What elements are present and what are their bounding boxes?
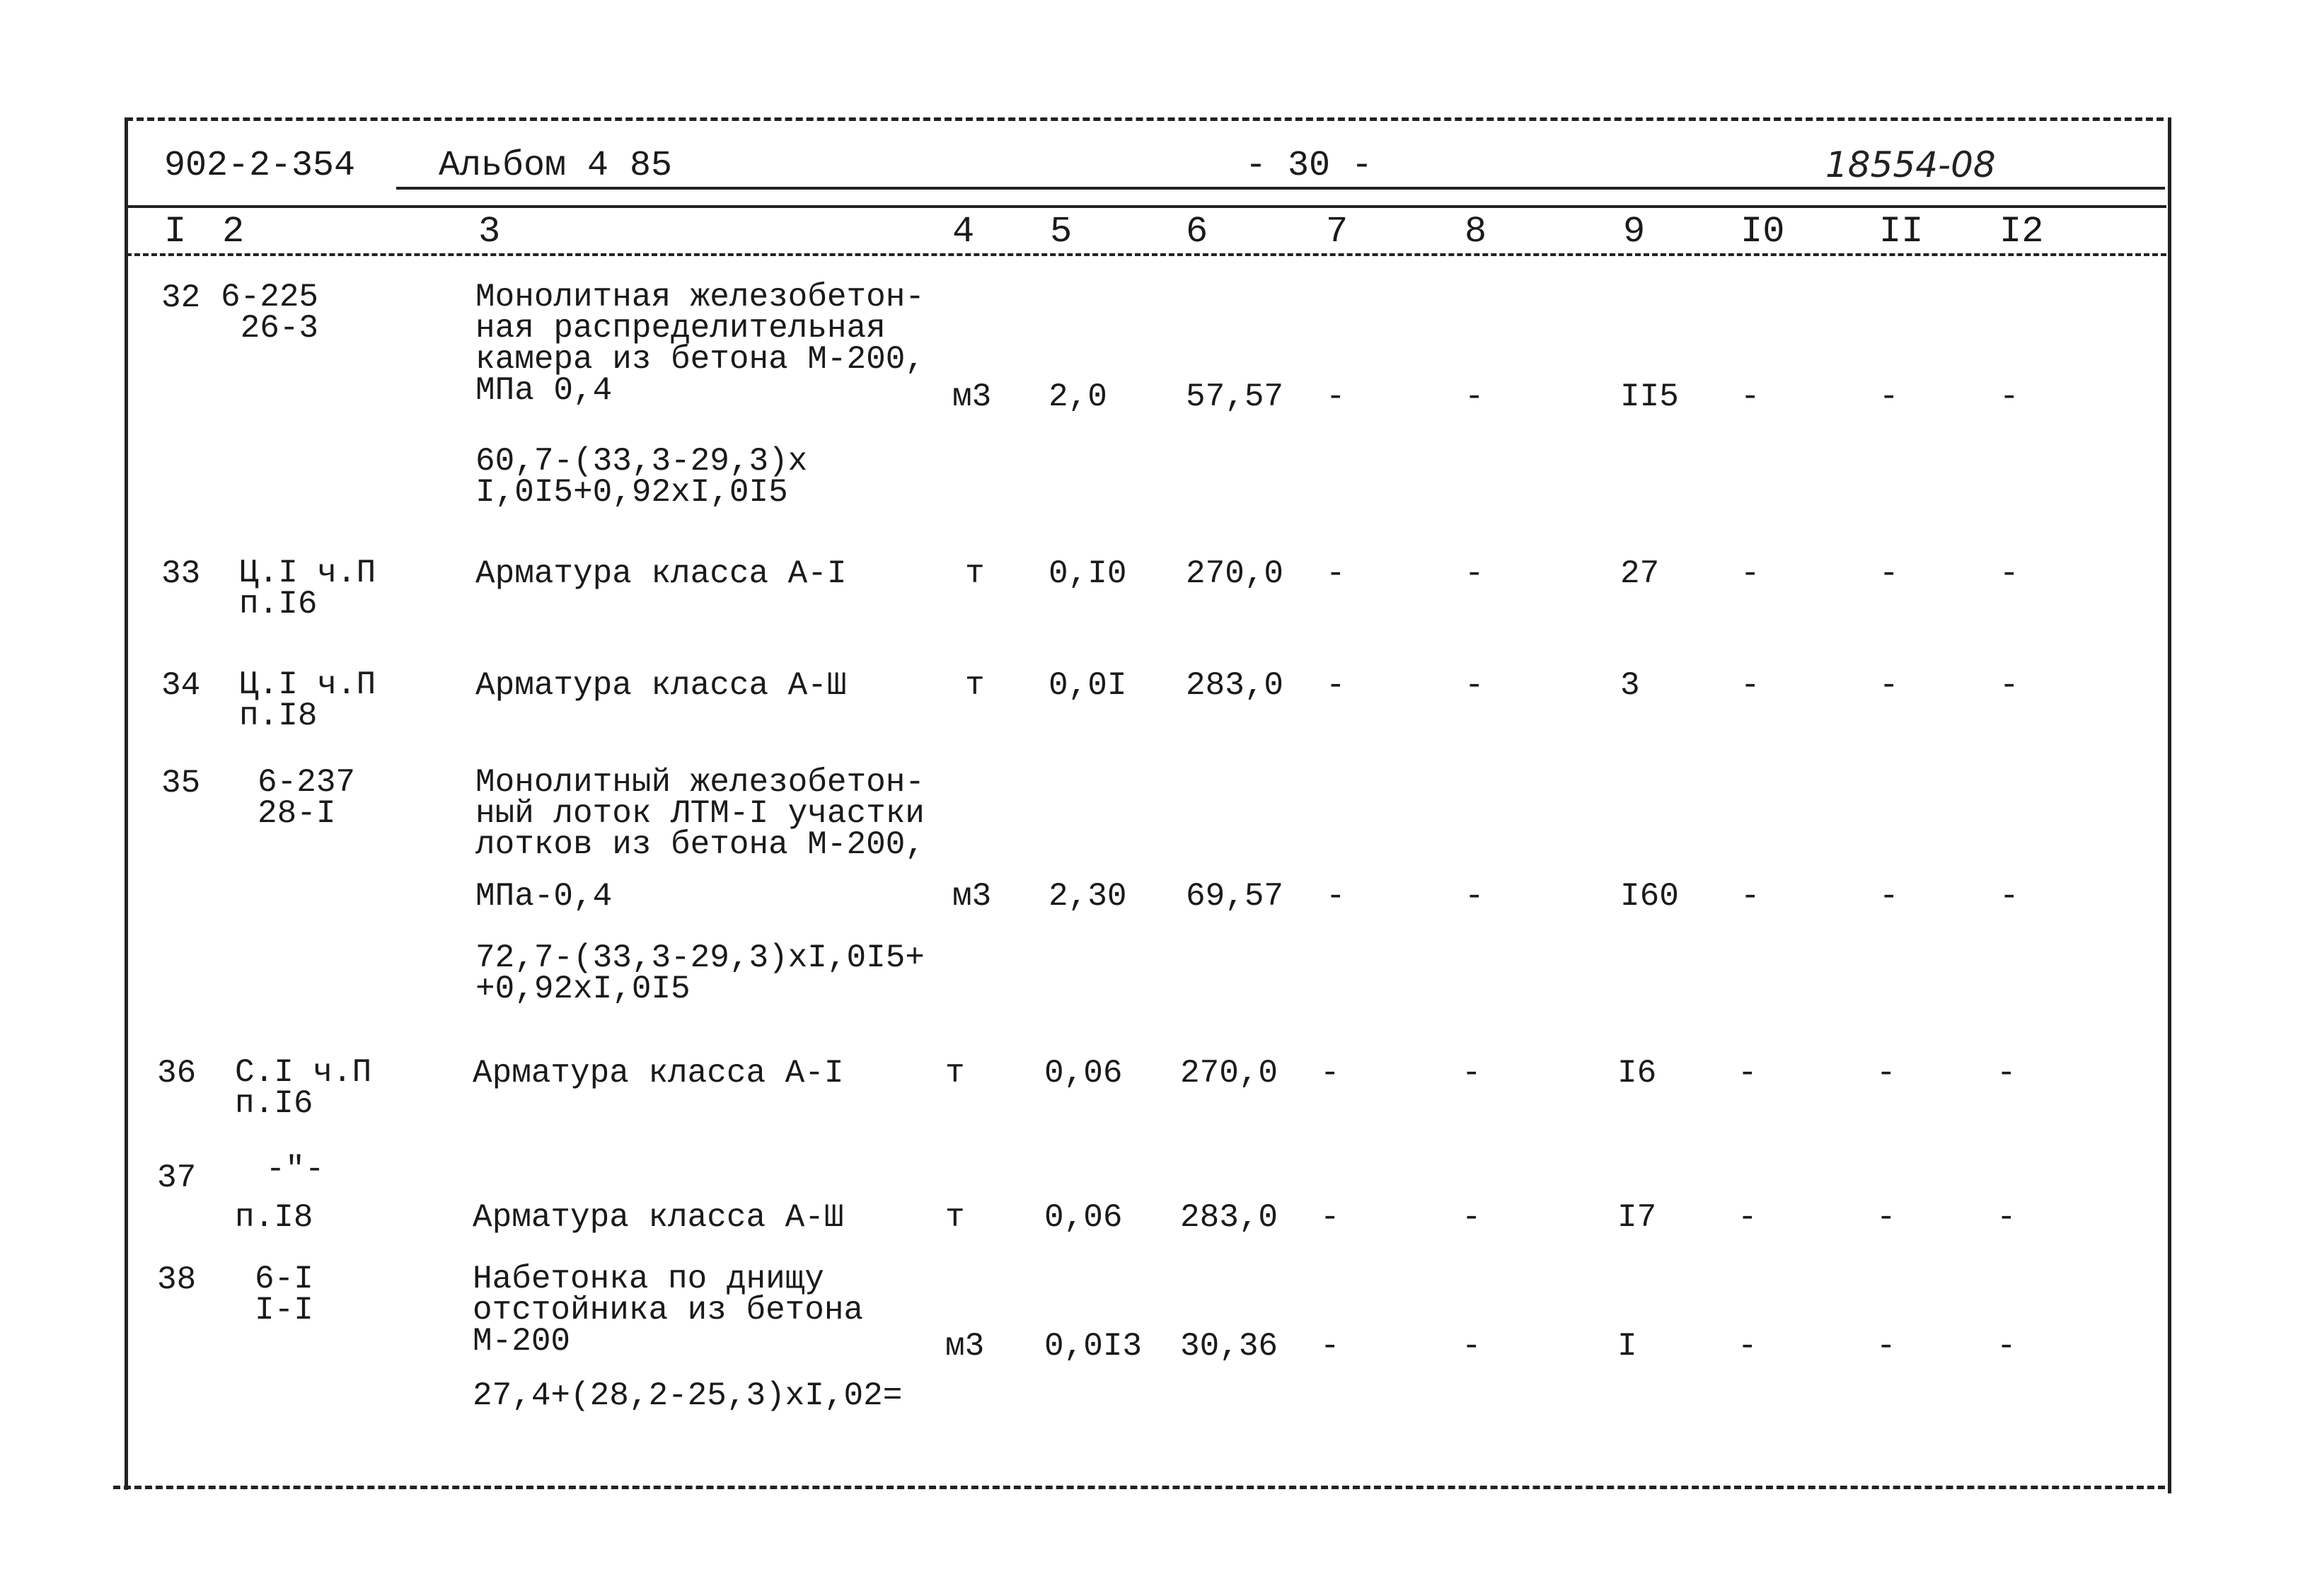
column-rule-lower [126,253,2166,256]
col-2: 2 [222,211,245,253]
col12-value: - [1999,878,2019,915]
quantity: 2,0 [1049,378,1107,415]
quantity: 2,30 [1049,878,1127,915]
calculation-note: 27,4+(28,2-25,3)xI,02= [473,1377,903,1414]
row-number: 38 [157,1261,197,1298]
norm-code-line2: п.I8 [235,1199,313,1236]
column-rule [126,205,2166,208]
work-description: Монолитный железобетон- ный лоток ЛТМ-I участки лотков из бетона М-200, [475,764,925,863]
row-number: 35 [161,765,201,802]
handwritten-number: 18554-08 [1825,144,1996,185]
quantity: 0,06 [1044,1055,1123,1092]
unit: т [945,1199,965,1236]
quantity: 0,0I [1049,667,1127,704]
col10-value: - [1738,1055,1757,1092]
col8-value: - [1462,1055,1482,1092]
col7-value: - [1320,1055,1340,1092]
col12-value: - [1997,1055,2016,1092]
unit-price: 69,57 [1186,878,1284,915]
col7-value: - [1326,378,1346,415]
page-number: - 30 - [1245,146,1373,186]
left-border [125,117,128,1490]
header-rule [396,187,2165,190]
work-description: Набетонка по днищу отстойника из бетона М-200 [473,1261,864,1360]
col12-value: - [1999,667,2019,704]
col8-value: - [1465,378,1484,415]
bottom-border [113,1486,2165,1489]
unit: т [965,555,985,592]
col8-value: - [1462,1328,1482,1365]
col9-value: II5 [1620,378,1679,415]
work-description: Монолитная железобетон- ная распределительная камера из бетона М-200, МПа 0,4 [475,279,925,409]
doc-code: 902-2-354 [164,146,356,186]
col7-value: - [1326,555,1346,592]
col7-value: - [1320,1199,1340,1236]
col12-value: - [1997,1199,2016,1236]
calculation-note: 72,7-(33,3-29,3)xI,0I5+ +0,92xI,0I5 [475,939,925,1007]
work-description: Арматура класса А-Ш [473,1199,844,1236]
norm-code: 6-237 28-I [258,764,356,832]
col-6: 6 [1186,211,1208,253]
col-1: I [164,211,187,253]
unit-price: 270,0 [1180,1055,1278,1092]
unit-price: 270,0 [1186,555,1284,592]
col10-value: - [1738,1199,1757,1236]
col11-value: - [1876,1328,1896,1365]
col9-value: I60 [1620,878,1679,915]
row-number: 33 [161,555,201,592]
quantity: 0,06 [1044,1199,1123,1236]
row-number: 37 [157,1160,197,1196]
col9-value: I [1617,1328,1637,1365]
unit-price: 283,0 [1186,667,1284,704]
work-description: Арматура класса А-I [473,1055,844,1092]
col9-value: 3 [1620,667,1640,704]
col10-value: - [1740,667,1760,704]
col9-value: 27 [1620,555,1660,592]
col11-value: - [1879,667,1899,704]
col9-value: I7 [1617,1199,1657,1236]
col8-value: - [1462,1199,1482,1236]
unit-price: 57,57 [1186,378,1284,415]
col12-value: - [1997,1328,2016,1365]
col-7: 7 [1326,211,1349,253]
col9-value: I6 [1617,1055,1657,1092]
col7-value: - [1320,1328,1340,1365]
work-description: Арматура класса А-Ш [475,667,847,704]
unit-price: 30,36 [1180,1328,1278,1365]
col-5: 5 [1050,211,1073,253]
quantity: 0,I0 [1049,555,1127,592]
col-9: 9 [1623,211,1646,253]
col-3: 3 [478,211,501,253]
work-description-line2: МПа-0,4 [475,878,613,915]
col8-value: - [1465,555,1484,592]
col-8: 8 [1465,211,1487,253]
row-number: 32 [161,279,201,316]
col11-value: - [1876,1055,1896,1092]
col11-value: - [1879,878,1899,915]
col-4: 4 [952,211,975,253]
norm-code: Ц.I ч.П п.I8 [239,666,376,734]
top-border [126,117,2164,121]
work-description: Арматура класса А-I [475,555,847,592]
col10-value: - [1740,555,1760,592]
row-number: 34 [161,667,201,704]
row-number: 36 [157,1055,197,1092]
col10-value: - [1740,378,1760,415]
col10-value: - [1738,1328,1757,1365]
unit: т [945,1055,965,1092]
norm-code: 6-225 26-3 [221,279,319,347]
unit: м3 [952,378,992,415]
unit: м3 [945,1328,985,1365]
col10-value: - [1740,878,1760,915]
col11-value: - [1879,555,1899,592]
unit-price: 283,0 [1180,1199,1278,1236]
col-10: I0 [1740,211,1785,253]
right-border [2168,117,2171,1493]
col-12: I2 [1999,211,2044,253]
col8-value: - [1465,878,1484,915]
col8-value: - [1465,667,1484,704]
col7-value: - [1326,667,1346,704]
col-11: II [1879,211,1924,253]
norm-code: 6-I I-I [255,1261,313,1329]
col7-value: - [1326,878,1346,915]
col11-value: - [1876,1199,1896,1236]
unit: м3 [952,878,992,915]
norm-code: -"- [246,1151,325,1188]
col12-value: - [1999,378,2019,415]
calculation-note: 60,7-(33,3-29,3)x I,0I5+0,92xI,0I5 [475,443,808,511]
col12-value: - [1999,555,2019,592]
col11-value: - [1879,378,1899,415]
norm-code: С.I ч.П п.I6 [235,1054,372,1122]
unit: т [965,667,985,704]
norm-code: Ц.I ч.П п.I6 [239,555,376,623]
album-label: Альбом 4 85 [439,146,673,186]
quantity: 0,0I3 [1044,1328,1143,1365]
